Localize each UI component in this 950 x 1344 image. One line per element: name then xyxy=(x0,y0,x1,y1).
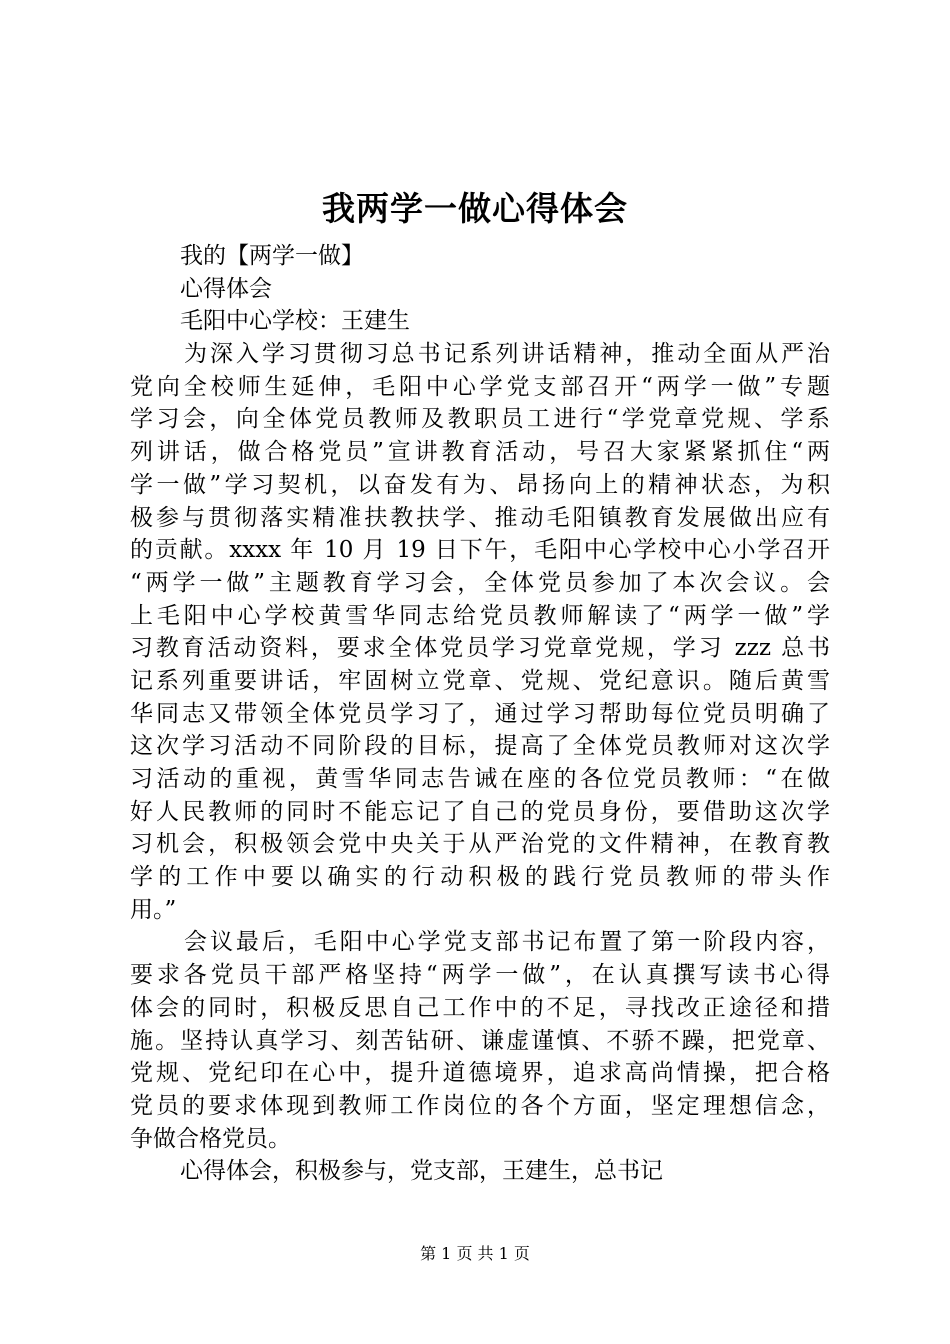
paragraph-line: 党员的要求体现到教师工作岗位的各个方面，坚定理想信念， xyxy=(130,1092,830,1119)
document-body xyxy=(130,240,830,1188)
paragraph-line: 记系列重要讲话，牢固树立党章、党规、党纪意识。随后黄雪 xyxy=(130,667,830,694)
paragraph-line: “两学一做”主题教育学习会，全体党员参加了本次会议。会 xyxy=(130,569,830,596)
paragraph-line: 的贡献。xxxx 年 10 月 19 日下午，毛阳中心学校中心小学召开 xyxy=(130,537,830,564)
header-line-2: 心得体会 xyxy=(180,275,272,302)
paragraph-line: 学习会，向全体党员教师及教职员工进行“学党章党规、学系 xyxy=(130,406,830,433)
header-line-3: 毛阳中心学校：王建生 xyxy=(180,308,410,335)
paragraph-line: 这次学习活动不同阶段的目标，提高了全体党员教师对这次学 xyxy=(130,733,830,760)
page-footer: 第 1 页 共 1 页 xyxy=(420,1244,530,1263)
paragraph-line: 党向全校师生延伸，毛阳中心学党支部召开“两学一做”专题 xyxy=(130,373,830,400)
paragraph-line: 华同志又带领全体党员学习了，通过学习帮助每位党员明确了 xyxy=(130,700,830,727)
paragraph-line: 学一做”学习契机，以奋发有为、昂扬向上的精神状态，为积 xyxy=(130,471,830,498)
document-title: 我两学一做心得体会 xyxy=(322,189,628,228)
paragraph-line: 要求各党员干部严格坚持“两学一做”，在认真撰写读书心得 xyxy=(130,962,830,989)
paragraph-line: 学的工作中要以确实的行动积极的践行党员教师的带头作 xyxy=(130,864,830,891)
paragraph-line: 施。坚持认真学习、刻苦钻研、谦虚谨慎、不骄不躁，把党章、 xyxy=(130,1027,830,1054)
paragraph-2 xyxy=(130,926,830,1155)
paragraph-line: 会议最后，毛阳中心学党支部书记布置了第一阶段内容， xyxy=(184,929,830,956)
paragraph-line: 上毛阳中心学校黄雪华同志给党员教师解读了“两学一做”学 xyxy=(130,602,830,629)
paragraph-line: 体会的同时，积极反思自己工作中的不足，寻找改正途径和措 xyxy=(130,994,830,1021)
paragraph-line: 习教育活动资料，要求全体党员学习党章党规，学习 zzz 总书 xyxy=(130,635,830,662)
keywords-line: 心得体会，积极参与，党支部，王建生，总书记 xyxy=(180,1158,663,1185)
paragraph-line: 用。” xyxy=(130,896,177,923)
paragraph-line: 习活动的重视，黄雪华同志告诫在座的各位党员教师：“在做 xyxy=(130,766,830,792)
paragraph-line: 党规、党纪印在心中，提升道德境界，追求高尚情操，把合格 xyxy=(130,1060,830,1087)
paragraph-line: 极参与贯彻落实精准扶教扶学、推动毛阳镇教育发展做出应有 xyxy=(130,504,830,531)
paragraph-line: 列讲话，做合格党员”宣讲教育活动，号召大家紧紧抓住“两 xyxy=(130,439,830,466)
paragraph-1 xyxy=(130,338,830,926)
paragraph-line: 为深入学习贯彻习总书记系列讲话精神，推动全面从严治 xyxy=(184,341,830,368)
paragraph-line: 争做合格党员。 xyxy=(130,1125,291,1152)
paragraph-line: 好人民教师的同时不能忘记了自己的党员身份，要借助这次学 xyxy=(130,798,830,825)
header-line-1: 我的【两学一做】 xyxy=(180,243,364,269)
paragraph-line: 习机会，积极领会党中央关于从严治党的文件精神，在教育教 xyxy=(130,831,830,858)
